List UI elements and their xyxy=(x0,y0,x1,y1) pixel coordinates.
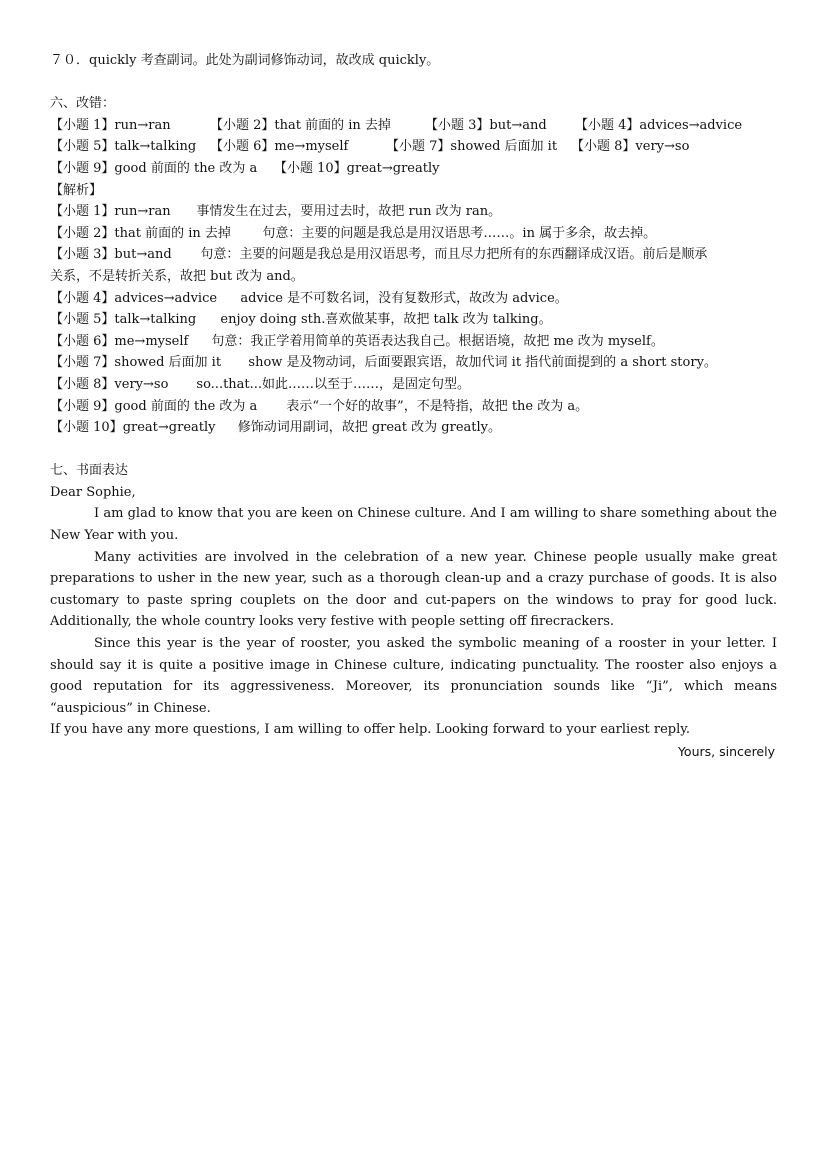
analysis-note: 句意：主要的问题是我总是用汉语思考，而且尽力把所有的东西翻译成汉语。前后是顺承 xyxy=(200,247,708,263)
analysis-tag: 【小题 10】 xyxy=(50,420,123,436)
analysis-note: 句意：我正学着用简单的英语表达我自己。根据语境，故把 me 改为 myself。 xyxy=(211,333,664,349)
analysis-item-5 xyxy=(50,309,777,331)
answer-5: 【小题 5】talk→talking xyxy=(50,139,197,155)
answer-6: 【小题 6】me→myself xyxy=(210,139,349,155)
letter-paragraph-3: Since this year is the year of rooster, you asked the symbolic meaning of a rooster in your letter. I should say it is quite a positive image in Chinese culture, indicating punctuality. The rooster also enjoys a good reputation for its aggressiveness. Moreover, its pronunciation sounds like “Ji”, which means “auspicious” in Chinese. xyxy=(50,636,777,716)
analysis-answer: that 前面的 in 去掉 xyxy=(114,225,231,241)
analysis-note: so...that...如此……以至于……，是固定句型。 xyxy=(196,376,471,392)
analysis-tag: 【小题 4】 xyxy=(50,290,115,306)
letter-paragraph-4: If you have any more questions, I am willing to offer help. Looking forward to your earliest reply. xyxy=(50,722,691,738)
spacer xyxy=(50,72,777,94)
analysis-tag: 【小题 3】 xyxy=(50,247,115,263)
analysis-item-3 xyxy=(50,244,777,266)
analysis-item-8 xyxy=(50,374,777,396)
analysis-item-2 xyxy=(50,223,777,245)
answer-10: 【小题 10】great→greatly xyxy=(274,160,440,176)
answer-row-1 xyxy=(50,115,777,137)
analysis-item-9 xyxy=(50,396,777,418)
analysis-note: enjoy doing sth.喜欢做某事，故把 talk 改为 talking。 xyxy=(220,312,552,328)
analysis-item-4 xyxy=(50,288,777,310)
analysis-answer: talk→talking xyxy=(114,312,197,328)
analysis-tag: 【小题 9】 xyxy=(50,398,115,414)
answer-2: 【小题 2】that 前面的 in 去掉 xyxy=(210,117,391,133)
analysis-item-1 xyxy=(50,201,777,223)
section-7-heading: 七、书面表达 xyxy=(50,463,129,479)
analysis-tag: 【小题 8】 xyxy=(50,376,115,392)
analysis-tag: 【小题 6】 xyxy=(50,333,115,349)
analysis-answer: very→so xyxy=(114,376,169,392)
analysis-answer: but→and xyxy=(114,247,172,263)
analysis-answer: showed 后面加 it xyxy=(114,355,222,371)
answer-7: 【小题 7】showed 后面加 it xyxy=(386,139,558,155)
answer-3: 【小题 3】but→and xyxy=(425,117,547,133)
analysis-item-10 xyxy=(50,417,777,439)
analysis-item-7 xyxy=(50,352,777,374)
analysis-tag: 【小题 7】 xyxy=(50,355,115,371)
analysis-note: advice 是不可数名词，没有复数形式，故改为 advice。 xyxy=(240,290,568,306)
section-6-heading: 六、改错： xyxy=(50,96,116,112)
letter-paragraph-2: Many activities are involved in the celebration of a new year. Chinese people usually make great preparations to usher in the new year, such as a thorough clean-up and a crazy purchase of goods. It is also customary to paste spring couplets on the door and cut-papers on the windows to pray for good luck. Additionally, the whole country looks very festive with people setting off firecrackers. xyxy=(50,549,777,630)
analysis-note: 修饰动词用副词，故把 great 改为 greatly。 xyxy=(237,420,501,436)
answer-8: 【小题 8】very→so xyxy=(571,139,690,155)
analysis-answer: run→ran xyxy=(114,204,171,220)
answer-1: 【小题 1】run→ran xyxy=(50,117,171,133)
analysis-note: 表示“一个好的故事”，不是特指，故把 the 改为 a。 xyxy=(286,398,589,414)
analysis-item-3-continued: 关系，不是转折关系，故把 but 改为 and。 xyxy=(50,268,304,284)
answer-4: 【小题 4】advices→advice xyxy=(575,117,743,133)
letter-greeting: Dear Sophie, xyxy=(50,484,136,500)
letter-closing: Yours, sincerely xyxy=(677,744,775,759)
analysis-answer: good 前面的 the 改为 a xyxy=(114,398,258,414)
analysis-note: show 是及物动词，后面要跟宾语，故加代词 it 指代前面提到的 a short story。 xyxy=(248,355,717,371)
analysis-tag: 【小题 1】 xyxy=(50,204,115,220)
analysis-answer: advices→advice xyxy=(114,290,218,306)
answer-9: 【小题 9】good 前面的 the 改为 a xyxy=(50,160,258,176)
analysis-item-6 xyxy=(50,331,777,353)
analysis-tag: 【小题 2】 xyxy=(50,225,115,241)
analysis-answer: great→greatly xyxy=(122,420,216,436)
letter-paragraph-1: I am glad to know that you are keen on Chinese culture. And I am willing to share something about the New Year with you. xyxy=(50,506,777,544)
answer-row-3 xyxy=(50,158,777,180)
analysis-answer: me→myself xyxy=(114,333,189,349)
analysis-label: 【解析】 xyxy=(50,182,103,198)
analysis-tag: 【小题 5】 xyxy=(50,312,115,328)
question-70-answer: ７０．quickly 考查副词。此处为副词修饰动词，故改成 quickly。 xyxy=(50,53,440,68)
analysis-note: 事情发生在过去，要用过去时，故把 run 改为 ran。 xyxy=(196,204,502,220)
answer-row-2 xyxy=(50,136,777,158)
spacer xyxy=(50,439,777,461)
answer-document xyxy=(50,50,777,763)
analysis-note: 句意：主要的问题是我总是用汉语思考……。in 属于多余，故去掉。 xyxy=(262,225,657,241)
